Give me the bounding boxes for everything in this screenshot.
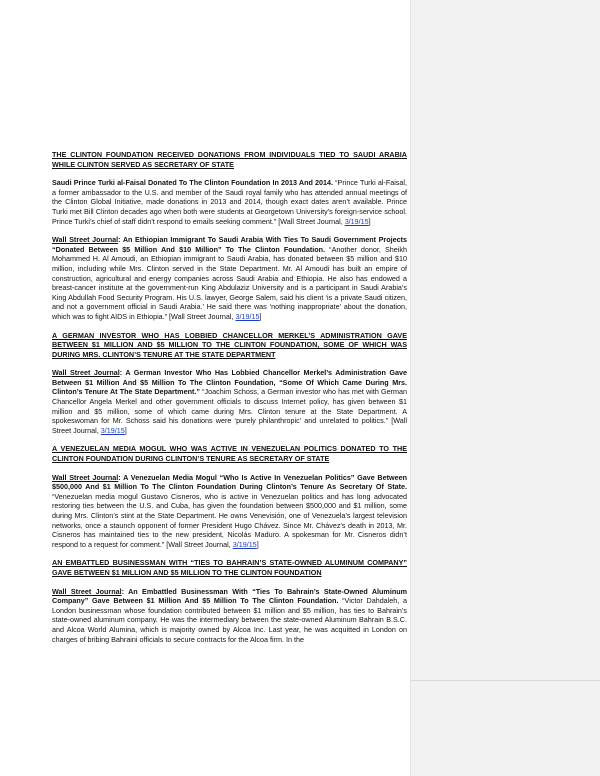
entry-headline: : A Venezuelan Media Mogul “Who Is Active In Venezuelan Politics” Gave Between $500,000 And $1 Million To The Clinton Foundation During Clinton’s Tenure As Secretary Of State. xyxy=(52,472,407,492)
entry-paragraph xyxy=(52,587,407,645)
entry-headline: Saudi Prince Turki al-Faisal Donated To The Clinton Foundation In 2013 And 2014. xyxy=(52,178,333,188)
entry-body: “Prince Turki al-Faisal, a former ambassador to the U.S. and member of the Saudi royal family who has attended annual meetings of the Clinton Global Initiative, made donations in 2013 and 2014, though exact dates aren’t available. Prince Turki met Bill Clinton decades ago when both were students at Georgetown University’s foreign-service school. Prince Turki’s chief of staff didn’t respond to emails seeking comment.” [Wall Street Journal, xyxy=(52,178,407,226)
source-name: Wall Street Journal xyxy=(52,368,120,378)
citation-close: ] xyxy=(368,216,371,226)
section-heading: A VENEZUELAN MEDIA MOGUL WHO WAS ACTIVE IN VENEZUELAN POLITICS DONATED TO THE CLINTON FOUNDATION DURING CLINTON’S TENURE AS SECRETARY OF STATE xyxy=(52,444,407,464)
entry-body: “Joachim Schoss, a German investor who has met with German Chancellor Angela Merkel and other government officials to discuss Internet policy, has given between $1 million and $5 million, some of which came during Mrs. Clinton tenure at the State Department. A spokeswoman for Mr. Schoss said his donations were ‘purely philanthropic’ and unrelated to politics.” [Wall Street Journal, xyxy=(52,387,407,435)
entry-paragraph xyxy=(52,368,407,435)
section-heading: AN EMBATTLED BUSINESSMAN WITH “TIES TO BAHRAIN’S STATE-OWNED ALUMINUM COMPANY” GAVE BETWEEN $1 MILLION AND $5 MILLION TO THE CLINTON FOUNDATION xyxy=(52,558,407,577)
section-heading: A GERMAN INVESTOR WHO HAS LOBBIED CHANCELLOR MERKEL’S ADMINISTRATION GAVE BETWEEN $1 MILLION AND $5 MILLION TO THE CLINTON FOUNDATION, SOME OF WHICH WAS DURING MRS. CLINTON’S TENURE AT THE STATE DEPARTMENT xyxy=(52,330,407,359)
entry-body: “Another donor, Sheikh Mohammed H. Al Amoudi, an Ethiopian immigrant to Saudi Arabia, has donated between $5 million and $10 million, including while Mrs. Clinton served in the State Department. Mr. Al Amoudi has built an empire of construction, agricultural and energy companies across Saudi Arabia and Ethiopia. He also has endowed a breast-cancer institute at the government-run King Abdulaziz University and is a participant in Saudi Arabia’s King Abdullah Food Security Program. His U.S. lawyer, George Salem, said his client ‘is a private Saudi citizen, and not a government official in Saudi Arabia.’ He said there was ‘nothing inappropriate’ about the donation, which was to fight AIDS in Ethiopia.” [Wall Street Journal, xyxy=(52,244,407,321)
comment-divider xyxy=(411,680,600,681)
source-name: Wall Street Journal xyxy=(52,235,119,245)
citation-close: ] xyxy=(256,539,259,549)
entry-body: “Venezuelan media mogul Gustavo Cisneros, who is active in Venezuelan politics and has long advocated restoring ties between the U.S. and Cuba, has given the foundation between $500,000 and $1 million, some during Mrs. Clinton’s stint at the State Department. He owns Venevisión, one of Venezuela’s largest television networks, once a staunch opponent of former President Hugo Chávez. Since Mr. Chávez’s death in 2013, Mr. Cisneros has maintained ties to the new president, Nicolás Maduro. A spokesman for Mr. Cisneros didn’t respond to a request for comment.” [Wall Street Journal, xyxy=(52,491,407,549)
section-heading: THE CLINTON FOUNDATION RECEIVED DONATIONS FROM INDIVIDUALS TIED TO SAUDI ARABIA WHILE CLINTON SERVED AS SECRETARY OF STATE xyxy=(52,150,407,169)
citation-date-link[interactable]: 3/19/15 xyxy=(100,425,125,435)
source-name: Wall Street Journal xyxy=(52,586,122,596)
citation-date-link[interactable]: 3/19/15 xyxy=(344,216,369,226)
citation-close: ] xyxy=(259,311,262,321)
entry-paragraph xyxy=(52,473,407,550)
entry-body: “Victor Dahdaleh, a London businessman whose foundation contributed between $1 million and $5 million, has ties to Bahrain’s state-owned aluminum company. He was the intermediary between the state-owned Aluminum Bahrain B.S.C. and Alcoa World Alumina, which is majority owned by Alcoa Inc. Last year, he was acquitted in London on charges of bribing Bahraini officials to secure contracts for the Alcoa firm. In the xyxy=(52,596,407,644)
citation-date-link[interactable]: 3/19/15 xyxy=(232,539,257,549)
entry-headline: : An Ethiopian Immigrant To Saudi Arabia With Ties To Saudi Government Projects “Donated Between $5 Million And $10 Million” To The Clinton Foundation. xyxy=(52,235,407,254)
comment-pane xyxy=(410,0,600,776)
entry-headline: : A German Investor Who Has Lobbied Chancellor Merkel’s Administration Gave Between $1 Million And $5 Million To The Clinton Foundation, “Some Of Which Came During Mrs. Clinton’s Tenure At The State Department.” xyxy=(52,368,407,397)
entry-paragraph xyxy=(52,178,407,226)
citation-close: ] xyxy=(124,425,127,435)
citation-date-link[interactable]: 3/19/15 xyxy=(235,311,260,321)
document-page xyxy=(52,150,407,653)
entry-headline: : An Embattled Businessman With “Ties To Bahrain’s State-Owned Aluminum Company” Gave Between $1 Million And $5 Million To The Clinton Foundation. xyxy=(52,586,407,606)
source-name: Wall Street Journal xyxy=(52,472,119,482)
entry-paragraph xyxy=(52,235,407,321)
